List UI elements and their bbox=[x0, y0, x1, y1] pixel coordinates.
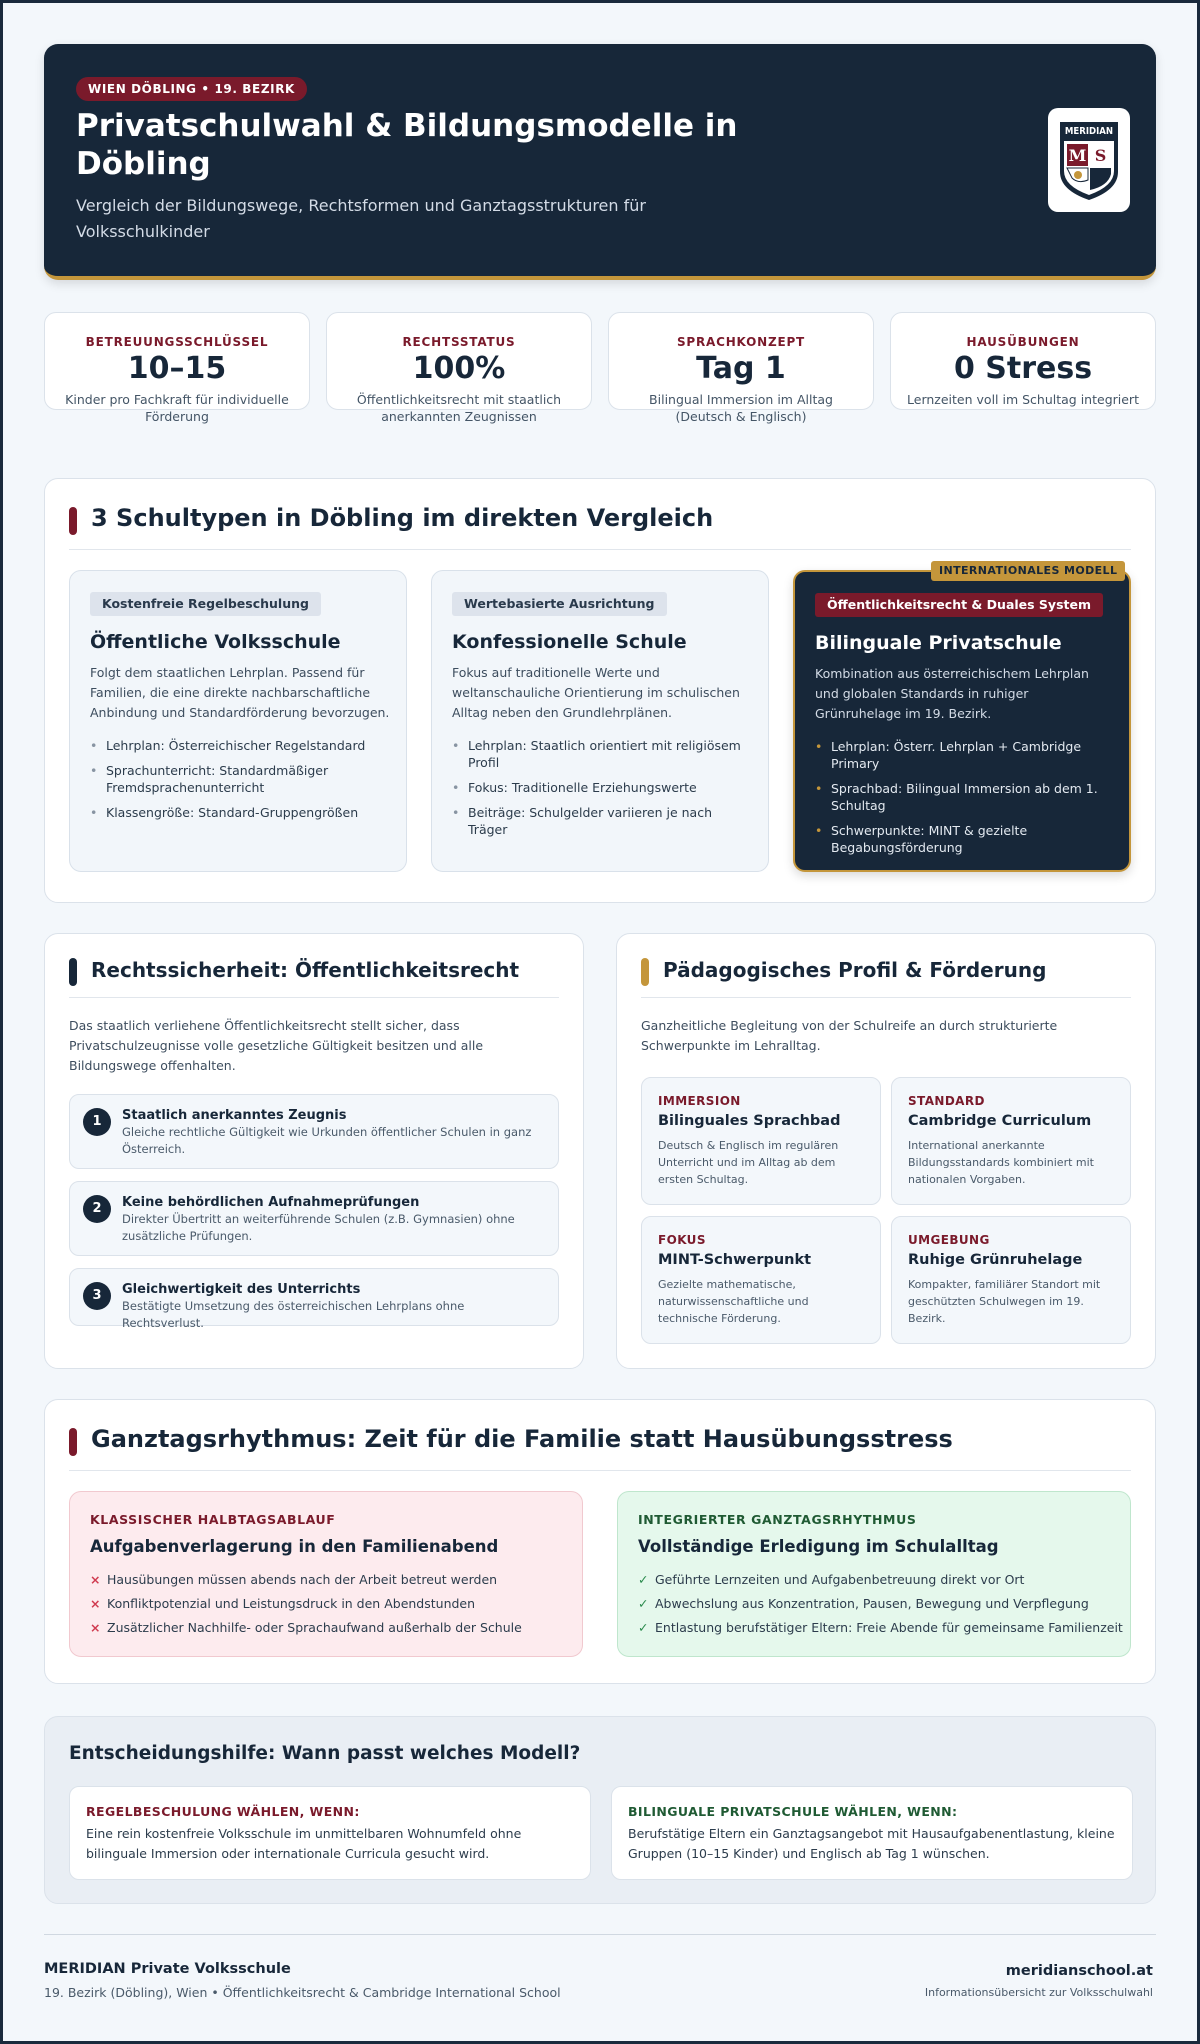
school-badge: Öffentlichkeitsrecht & Duales System bbox=[815, 593, 1103, 617]
legal-section bbox=[44, 933, 584, 1369]
legal-title: Rechtssicherheit: Öffentlichkeitsrecht bbox=[91, 958, 520, 982]
tile-desc: Kompakter, familiärer Standort mit geschützten Schulwegen im 19. Bezirk. bbox=[908, 1278, 1101, 1325]
list-item: • Fokus: Traditionelle Erziehungswerte bbox=[452, 779, 752, 796]
box-kicker: KLASSISCHER HALBTAGSABLAUF bbox=[90, 1512, 336, 1527]
stat-label: BETREUUNGSSCHLÜSSEL bbox=[85, 335, 269, 349]
step-desc: Bestätigte Umsetzung des österreichischen Lehrplans ohne Rechtsverlust. bbox=[122, 1299, 465, 1330]
stat-card-sprachkonzept bbox=[608, 312, 874, 424]
featured-ribbon: INTERNATIONALES MODELL bbox=[931, 561, 1125, 581]
list-item: • Sprachunterricht: Standardmäßiger Fremdsprachenunterricht bbox=[90, 762, 390, 796]
list-item: × Hausübungen müssen abends nach der Arbeit betreut werden bbox=[90, 1572, 498, 1587]
list-item: • Sprachbad: Bilingual Immersion ab dem 1. Schultag bbox=[815, 780, 1115, 814]
page bbox=[3, 3, 1197, 2041]
school-name: Öffentliche Volksschule bbox=[90, 631, 341, 653]
tile-kicker: UMGEBUNG bbox=[908, 1233, 990, 1247]
list-item: ✓ Abwechslung aus Konzentration, Pausen, Bewegung und Verpflegung bbox=[638, 1596, 1089, 1611]
step-title: Gleichwertigkeit des Unterrichts bbox=[122, 1282, 361, 1297]
step-desc: Gleiche rechtliche Gültigkeit wie Urkunden öffentlicher Schulen in ganz Österreich. bbox=[122, 1125, 532, 1156]
school-intro: Folgt dem staatlichen Lehrplan. Passend für Familien, die eine direkte nachbarschaftliche Anbindung und Standardförderung bevorzugen. bbox=[90, 665, 390, 720]
school-badge: Wertebasierte Ausrichtung bbox=[452, 592, 667, 616]
decision-title: Entscheidungshilfe: Wann passt welches Modell? bbox=[69, 1743, 581, 1764]
legal-step bbox=[69, 1094, 559, 1169]
box-desc: Berufstätige Eltern ein Ganztagsangebot mit Hausaufgabenentlastung, kleine Gruppen (10–15 Kinder) und Englisch ab Tag 1 wünschen. bbox=[628, 1826, 1115, 1861]
section-divider bbox=[69, 997, 559, 998]
box-title: Vollständige Erledigung im Schulalltag bbox=[638, 1537, 999, 1556]
page-title: Privatschulwahl & Bildungsmodelle in Döbling bbox=[76, 108, 738, 182]
step-number: 3 bbox=[83, 1282, 111, 1310]
stat-desc: Bilingual Immersion im Alltag (Deutsch & Englisch) bbox=[649, 392, 833, 424]
list-item: ✓ Geführte Lernzeiten und Aufgabenbetreuung direkt vor Ort bbox=[638, 1572, 1025, 1587]
stat-card-betreuung bbox=[44, 312, 310, 424]
step-desc: Direkter Übertritt an weiterführende Schulen (z.B. Gymnasien) ohne zusätzliche Prüfungen. bbox=[122, 1212, 515, 1243]
section-divider bbox=[69, 549, 1131, 550]
tile-kicker: IMMERSION bbox=[658, 1094, 741, 1108]
list-item: × Zusätzlicher Nachhilfe- oder Sprachaufwand außerhalb der Schule bbox=[90, 1620, 522, 1635]
check-icon: ✓ bbox=[638, 1572, 649, 1587]
crest-icon bbox=[1048, 108, 1130, 212]
school-points bbox=[90, 737, 390, 829]
section-accent-bar bbox=[641, 958, 649, 986]
section-accent-bar bbox=[69, 958, 77, 986]
check-icon: ✓ bbox=[638, 1596, 649, 1611]
school-points bbox=[815, 738, 1115, 864]
tile-desc: International anerkannte Bildungsstandards kombiniert mit nationalen Vorgaben. bbox=[908, 1139, 1094, 1186]
stat-desc: Lernzeiten voll im Schultag integriert bbox=[907, 392, 1139, 407]
logo-text: MERIDIAN bbox=[1064, 126, 1114, 137]
tile-title: Cambridge Curriculum bbox=[908, 1113, 1092, 1129]
list-item: • Beiträge: Schulgelder variieren je nach Träger bbox=[452, 804, 752, 838]
stat-label: HAUSÜBUNGEN bbox=[966, 335, 1080, 349]
list-item: • Lehrplan: Österr. Lehrplan + Cambridge Primary bbox=[815, 738, 1115, 772]
tile-title: MINT-Schwerpunkt bbox=[658, 1252, 812, 1268]
tile-title: Bilinguales Sprachbad bbox=[658, 1113, 841, 1129]
tile-desc: Gezielte mathematische, naturwissenschaftliche und technische Förderung. bbox=[658, 1278, 809, 1325]
rhythm-classic-box bbox=[69, 1491, 583, 1657]
rhythm-integrated-box bbox=[617, 1491, 1131, 1657]
tile-desc: Deutsch & Englisch im regulären Unterricht und im Alltag ab dem ersten Schultag. bbox=[658, 1139, 839, 1186]
stat-value: Tag 1 bbox=[696, 351, 786, 386]
school-card-confessional bbox=[431, 570, 769, 872]
stat-value: 100% bbox=[412, 351, 506, 386]
section-accent-bar bbox=[69, 507, 77, 535]
stat-desc: Öffentlichkeitsrecht mit staatlich anerkannten Zeugnissen bbox=[356, 392, 562, 424]
decision-box-bilingual bbox=[611, 1786, 1133, 1880]
footer-address: 19. Bezirk (Döbling), Wien • Öffentlichkeitsrecht & Cambridge International School bbox=[44, 1985, 561, 2000]
tile-title: Ruhige Grünruhelage bbox=[908, 1252, 1083, 1268]
box-kicker: BILINGUALE PRIVATSCHULE WÄHLEN, WENN: bbox=[628, 1804, 958, 1819]
rhythm-title: Ganztagsrhythmus: Zeit für die Familie statt Hausübungsstress bbox=[91, 1425, 953, 1453]
tile-kicker: STANDARD bbox=[908, 1094, 985, 1108]
cross-icon: × bbox=[90, 1572, 101, 1587]
legal-step bbox=[69, 1268, 559, 1330]
list-item: • Schwerpunkte: MINT & gezielte Begabungsförderung bbox=[815, 822, 1115, 856]
school-card-public bbox=[69, 570, 407, 872]
cross-icon: × bbox=[90, 1596, 101, 1611]
decision-section bbox=[44, 1716, 1156, 1904]
step-title: Keine behördlichen Aufnahmeprüfungen bbox=[122, 1195, 420, 1210]
hero-header bbox=[44, 44, 1156, 280]
profile-section bbox=[616, 933, 1156, 1369]
check-icon: ✓ bbox=[638, 1620, 649, 1635]
school-card-bilingual bbox=[793, 570, 1131, 872]
profile-tile-standard bbox=[891, 1077, 1131, 1205]
section-accent-bar bbox=[69, 1428, 77, 1456]
school-name: Bilinguale Privatschule bbox=[815, 632, 1062, 654]
stat-label: RECHTSSTATUS bbox=[402, 335, 516, 349]
svg-text:S: S bbox=[1094, 146, 1107, 165]
list-item: • Klassengröße: Standard-Gruppengrößen bbox=[90, 804, 390, 821]
legal-step bbox=[69, 1181, 559, 1256]
profile-tile-fokus bbox=[641, 1216, 881, 1344]
footer-divider bbox=[44, 1934, 1156, 1935]
box-kicker: REGELBESCHULUNG WÄHLEN, WENN: bbox=[86, 1804, 360, 1819]
list-item: • Lehrplan: Staatlich orientiert mit religiösem Profil bbox=[452, 737, 752, 771]
tile-kicker: FOKUS bbox=[658, 1233, 706, 1247]
box-desc: Eine rein kostenfreie Volksschule im unmittelbaren Wohnumfeld ohne bilinguale Immersion oder internationale Curricula gesucht wird. bbox=[86, 1826, 522, 1861]
list-item: • Lehrplan: Österreichischer Regelstandard bbox=[90, 737, 390, 754]
cross-icon: × bbox=[90, 1620, 101, 1635]
school-logo bbox=[1048, 108, 1130, 212]
school-badge: Kostenfreie Regelbeschulung bbox=[90, 592, 321, 616]
location-tag: WIEN DÖBLING • 19. BEZIRK bbox=[76, 77, 307, 101]
stat-desc: Kinder pro Fachkraft für individuelle Förderung bbox=[65, 392, 289, 424]
integrated-points bbox=[638, 1571, 1123, 1643]
footer-school-name: MERIDIAN Private Volksschule bbox=[44, 1961, 291, 1977]
box-title: Aufgabenverlagerung in den Familienabend bbox=[90, 1537, 499, 1556]
profile-title: Pädagogisches Profil & Förderung bbox=[663, 958, 1047, 982]
school-intro: Kombination aus österreichischem Lehrplan und globalen Standards in ruhiger Grünruhelage im 19. Bezirk. bbox=[815, 666, 1089, 721]
rhythm-section bbox=[44, 1399, 1156, 1684]
step-number: 1 bbox=[83, 1108, 111, 1136]
profile-tile-umgebung bbox=[891, 1216, 1131, 1344]
classic-points bbox=[90, 1571, 522, 1643]
stat-card-hausuebungen bbox=[890, 312, 1156, 410]
section-divider bbox=[69, 1470, 1131, 1471]
stat-value: 0 Stress bbox=[953, 351, 1093, 386]
comparison-title: 3 Schultypen in Döbling im direkten Vergleich bbox=[91, 504, 714, 532]
school-name: Konfessionelle Schule bbox=[452, 631, 687, 653]
page-subtitle: Vergleich der Bildungswege, Rechtsformen und Ganztagsstrukturen für Volksschulkinder bbox=[76, 196, 646, 241]
step-title: Staatlich anerkanntes Zeugnis bbox=[122, 1108, 347, 1123]
footer-website-link[interactable]: meridianschool.at bbox=[1005, 1963, 1153, 1979]
stat-label: SPRACHKONZEPT bbox=[676, 335, 806, 349]
legal-intro: Das staatlich verliehene Öffentlichkeitsrecht stellt sicher, dass Privatschulzeugnisse volle gesetzliche Gültigkeit besitzen und alle Bildungswege offenhalten. bbox=[69, 1018, 484, 1073]
stat-value: 10–15 bbox=[127, 351, 227, 386]
profile-tile-immersion bbox=[641, 1077, 881, 1205]
profile-intro: Ganzheitliche Begleitung von der Schulreife an durch strukturierte Schwerpunkte im Lehralltag. bbox=[641, 1018, 1058, 1053]
school-intro: Fokus auf traditionelle Werte und weltanschauliche Orientierung im schulischen Alltag neben den Grundlehrplänen. bbox=[452, 665, 740, 720]
stat-card-rechtsstatus bbox=[326, 312, 592, 424]
list-item: ✓ Entlastung berufstätiger Eltern: Freie Abende für gemeinsame Familienzeit bbox=[638, 1620, 1123, 1635]
school-points bbox=[452, 737, 752, 846]
decision-box-regular bbox=[69, 1786, 591, 1880]
svg-text:M: M bbox=[1068, 146, 1087, 165]
step-number: 2 bbox=[83, 1195, 111, 1223]
comparison-section bbox=[44, 478, 1156, 903]
box-kicker: INTEGRIERTER GANZTAGSRHYTHMUS bbox=[638, 1512, 917, 1527]
list-item: × Konfliktpotenzial und Leistungsdruck in den Abendstunden bbox=[90, 1596, 476, 1611]
footer-note: Informationsübersicht zur Volksschulwahl bbox=[924, 1986, 1153, 1999]
section-divider bbox=[641, 997, 1131, 998]
